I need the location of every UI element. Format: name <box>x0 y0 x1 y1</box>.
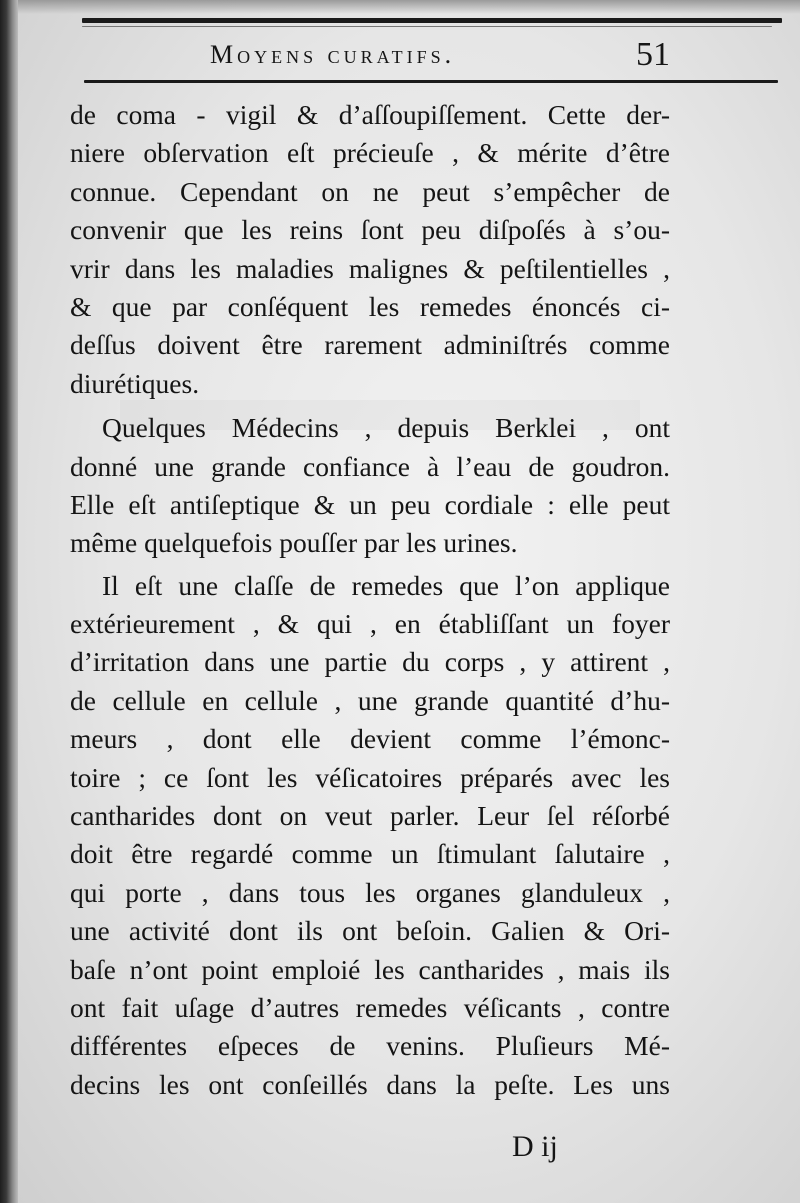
body-text <box>70 96 670 1104</box>
text-line: connue. Cependant on ne peut s’empêcher de <box>70 175 670 207</box>
text-line: baſe n’ont point emploié les cantharides , mais ils <box>70 953 670 985</box>
text-line: une activité dont ils ont beſoin. Galien & Ori- <box>70 915 670 947</box>
text-line: extérieurement , & qui , en établiſſant un foyer <box>70 608 670 640</box>
paragraph <box>70 409 670 563</box>
paragraph <box>70 96 670 403</box>
text-line: diurétiques. <box>70 367 200 399</box>
running-title: Moyens curatifs. <box>210 40 456 69</box>
text-line: & que par conſéquent les remedes énoncés ci- <box>70 290 670 322</box>
text-line: ont fait uſage d’autres remedes véſicants , contre <box>70 991 670 1023</box>
text-line: donné une grande confiance à l’eau de goudron. <box>70 450 670 482</box>
text-line: doit être regardé comme un ſtimulant ſalutaire , <box>70 838 670 870</box>
signature-mark: D ij <box>512 1130 558 1163</box>
text-line: meurs , dont elle devient comme l’émonc- <box>70 723 670 755</box>
top-rule-thin <box>82 26 772 27</box>
page-number: 51 <box>636 36 670 73</box>
binding-edge <box>0 0 18 1203</box>
text-line: d’irritation dans une partie du corps , y attirent , <box>70 646 670 678</box>
text-line: Quelques Médecins , depuis Berklei , ont <box>102 412 670 444</box>
text-line: Il eſt une claſſe de remedes que l’on applique <box>102 569 670 601</box>
header-rule <box>84 80 778 83</box>
text-line: différentes eſpeces de venins. Pluſieurs Mé- <box>70 1030 670 1062</box>
text-line: de coma - vigil & d’aſſoupiſſement. Cette der- <box>70 99 670 130</box>
top-rule <box>82 18 782 23</box>
running-head <box>0 36 800 76</box>
text-line: convenir que les reins ſont peu diſpoſés à s’ou- <box>70 214 670 246</box>
paragraph <box>70 567 670 1104</box>
page-top-shadow <box>18 0 800 14</box>
text-line: même quelquefois pouſſer par les urines. <box>70 527 518 559</box>
text-line: toire ; ce ſont les véſicatoires préparés avec les <box>70 761 670 793</box>
text-line: Elle eſt antiſeptique & un peu cordiale : elle peut <box>70 488 670 520</box>
text-line: cantharides dont on veut parler. Leur ſel réſorbé <box>70 800 670 832</box>
text-line: niere obſervation eſt précieuſe , & mérite d’être <box>70 137 670 169</box>
text-line: de cellule en cellule , une grande quantité d’hu- <box>70 684 670 716</box>
text-line: vrir dans les maladies malignes & peſtilentielles , <box>70 252 670 284</box>
text-line: decins les ont conſeillés dans la peſte. Les uns <box>70 1068 670 1100</box>
text-line: deſſus doivent être rarement adminiſtrés comme <box>70 329 670 361</box>
text-line: qui porte , dans tous les organes glanduleux , <box>70 876 670 908</box>
